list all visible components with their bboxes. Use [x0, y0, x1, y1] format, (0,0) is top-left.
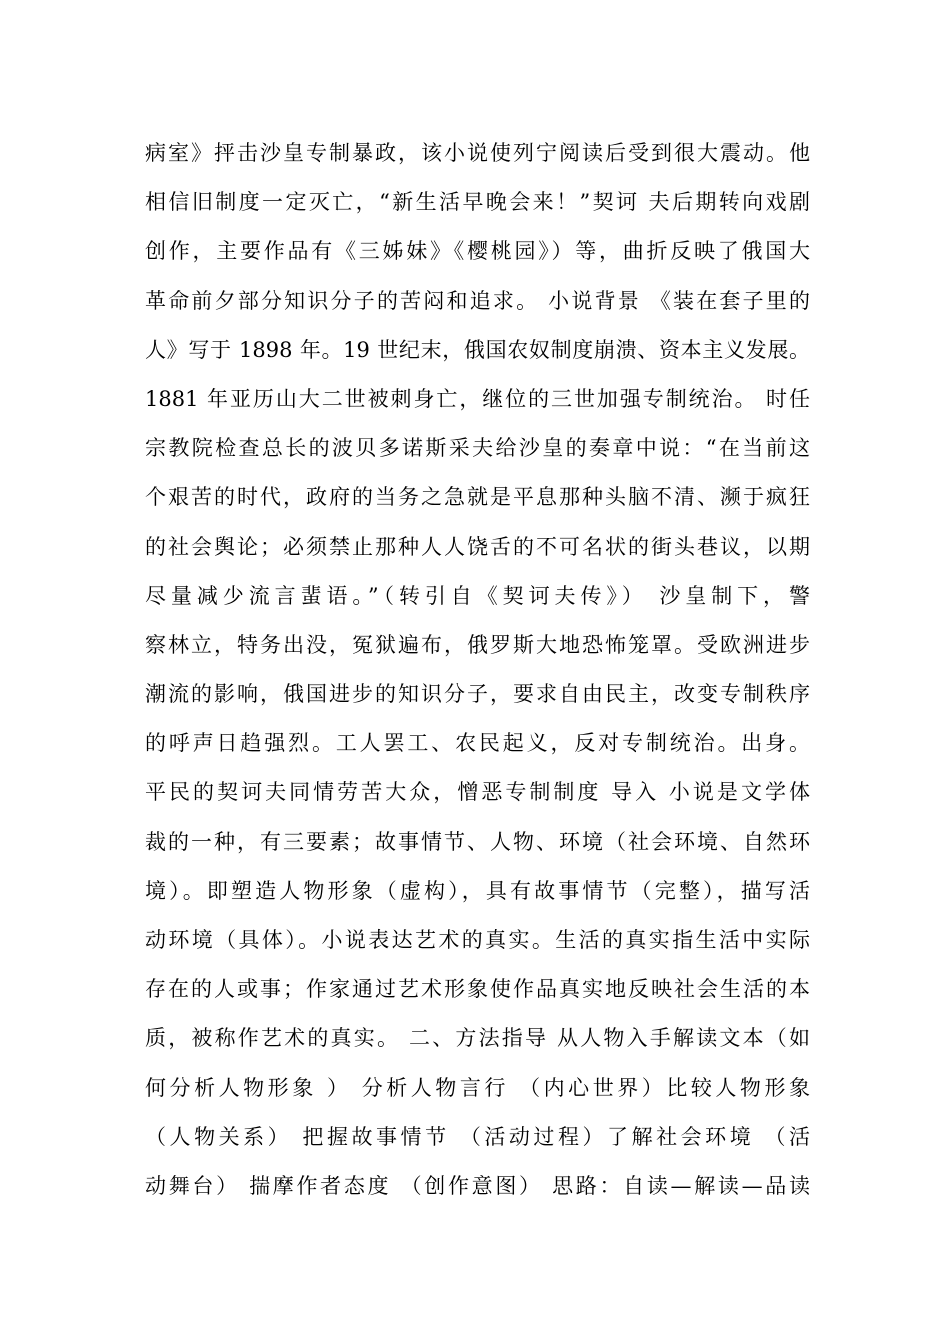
- text-line-4: 革命前夕部分知识分子的苦闷和追求。 小说背景 《装在套子里的: [145, 288, 810, 313]
- text-line-1: 病室》抨击沙皇专制暴政，该小说使列宁阅读后受到很大震动。他: [145, 141, 810, 165]
- text-line-3: 创作，主要作品有《三姊妹》《樱桃园》）等，曲折反映了俄国大: [145, 239, 810, 264]
- text-line-8: 个艰苦的时代，政府的当务之急就是平息那种头脑不清、濒于疯狂: [145, 485, 810, 510]
- text-line-11: 察林立，特务出没，冤狱遍布，俄罗斯大地恐怖笼罩。受欧洲进步: [145, 632, 810, 657]
- text-line-5: 人》写于 1898 年。19 世纪末，俄国农奴制度崩溃、资本主义发展。: [145, 337, 810, 362]
- text-line-20: 何分析人物形象 ） 分析人物言行 （内心世界）比较人物形象: [145, 1075, 810, 1100]
- text-line-15: 裁的一种，有三要素；故事情节、人物、环境（社会环境、自然环: [145, 829, 810, 854]
- text-line-2: 相信旧制度一定灭亡，“新生活早晚会来！”契诃 夫后期转向戏剧: [145, 190, 810, 215]
- body-text: [145, 133, 810, 1215]
- text-line-12: 潮流的影响，俄国进步的知识分子，要求自由民主，改变专制秩序: [145, 682, 810, 707]
- text-line-16: 境）。即塑造人物形象（虚构），具有故事情节（完整），描写活: [145, 878, 810, 903]
- text-line-13: 的呼声日趋强烈。工人罢工、农民起义，反对专制统治。出身。: [145, 731, 810, 756]
- text-line-6: 1881 年亚历山大二世被刺身亡，继位的三世加强专制统治。 时任: [145, 386, 810, 411]
- text-line-18: 存在的人或事；作家通过艺术形象使作品真实地反映社会生活的本: [145, 977, 810, 1002]
- text-line-21: （人物关系） 把握故事情节 （活动过程）了解社会环境 （活: [145, 1124, 810, 1149]
- text-line-17: 动环境（具体）。小说表达艺术的真实。生活的真实指生活中实际: [145, 928, 810, 952]
- text-line-9: 的社会舆论；必须禁止那种人人饶舌的不可名状的街头巷议，以期: [145, 534, 810, 559]
- text-line-22: 动舞台） 揣摩作者态度 （创作意图） 思路：自读—解读—品读: [145, 1173, 810, 1198]
- text-line-19: 质，被称作艺术的真实。 二、方法指导 从人物入手解读文本（如: [145, 1026, 810, 1051]
- text-line-7: 宗教院检查总长的波贝多诺斯采夫给沙皇的奏章中说：“在当前这: [145, 436, 810, 461]
- text-line-14: 平民的契诃夫同情劳苦大众，憎恶专制制度 导入 小说是文学体: [145, 780, 810, 805]
- text-line-10: 尽量减少流言蜚语。”（转引自《契诃夫传》） 沙皇制下，警: [145, 583, 810, 608]
